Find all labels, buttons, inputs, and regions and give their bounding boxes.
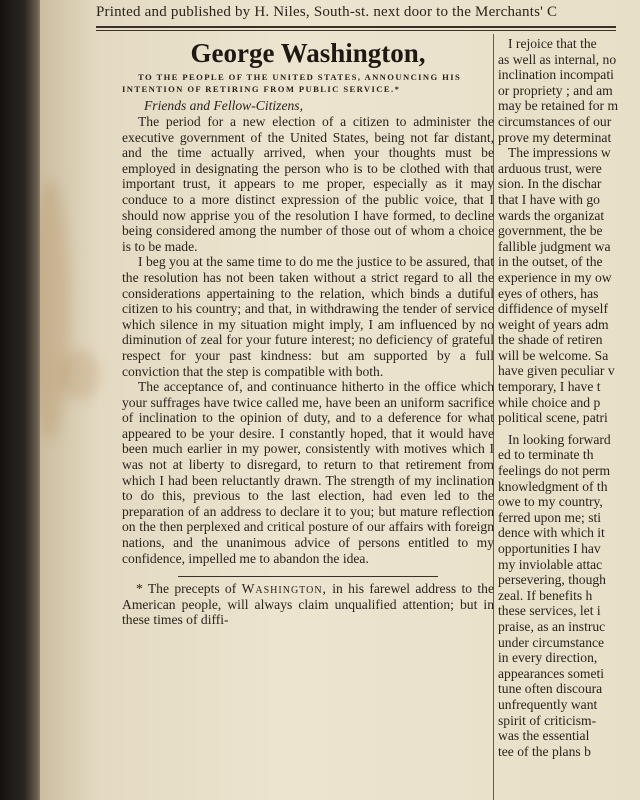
footnote-name: Washington,: [241, 581, 327, 597]
right-column-line: ed to terminate th: [498, 447, 594, 463]
paper-stain: [60, 350, 100, 400]
right-column-line: diffidence of myself: [498, 301, 608, 317]
right-column-line: prove my determinat: [498, 129, 612, 145]
right-column-line: while choice and p: [498, 394, 601, 410]
salutation: Friends and Fellow-Citizens,: [144, 98, 303, 113]
right-column-line: The impressions w: [508, 145, 611, 161]
paper-stain: [40, 180, 70, 440]
footnote-rule: [178, 576, 438, 577]
right-column-line: appearances someti: [498, 665, 605, 681]
masthead-rule-thin: [96, 30, 616, 31]
right-column-line: under circumstance: [498, 634, 605, 650]
article-paragraph: I beg you at the same time to do me the justice to be assured, that the resolution has not been taken without a strict regard to all the considerations appertaining to the relation, which binds a dutiful citizen to his country; and that, in withdrawing the tender of service which silence in my situation might imply, I am influenced by no diminution of zeal for your future interest; no deficiency of grateful respect for your past kindness: but am supported by a full conviction that the step is compatible with both.: [122, 254, 494, 379]
right-column-line: In looking forward: [508, 431, 611, 447]
right-column-line: feelings do not perm: [498, 463, 611, 479]
article-title: George Washington,: [190, 38, 426, 68]
right-column-line: opportunities I hav: [498, 541, 601, 556]
right-column-line: zeal. If benefits h: [498, 587, 593, 603]
right-column-line: was the essential: [498, 728, 590, 744]
right-column-line: temporary, I have t: [498, 379, 601, 395]
right-column-line: tee of the plans b: [498, 743, 591, 759]
article-paragraph: The acceptance of, and continuance hitherto in the office which your suffrages have twice called me, have been an uniform sacrifice of inclination to the opinion of duty, and to a deference for what appeared to be your desire. I constantly hoped, that it would have been much earlier in my power, consistently with motives which I was not at liberty to disregard, to return to that retirement from which I had been reluctantly drawn. The strength of my inclination to do this, previous to the last election, had even led to the preparation of an address to declare it to you; but mature reflection on the then perplexed and critical posture of our affairs with foreign nations, and the unanimous advice of persons entitled to my confidence, impelled me to abandon the idea.: [122, 379, 494, 566]
article-subtitle: TO THE PEOPLE OF THE UNITED STATES, ANNOUNCING HIS INTENTION OF RETIRING FROM PUBLIC SERVICE.*: [122, 72, 462, 94]
right-column-line: inclination incompati: [498, 67, 614, 83]
right-column-line: praise, as an instruc: [498, 618, 606, 634]
right-column-line: experience in my ow: [498, 269, 612, 285]
book-spine: [0, 0, 44, 800]
article-column: [122, 36, 494, 628]
right-column-line: tune often discoura: [498, 681, 603, 697]
right-column-line: sion. In the dischar: [498, 176, 602, 192]
right-column-line: dence with which it: [498, 525, 605, 541]
right-column-line: in every direction,: [498, 650, 598, 666]
right-column-line: ferred upon me; sti: [498, 509, 602, 525]
right-column: [498, 36, 640, 759]
right-column-line: weight of years adm: [498, 316, 609, 332]
right-column-line: I rejoice that the: [508, 36, 597, 51]
right-column-line: circumstances of our: [498, 113, 612, 129]
footnote-prefix: * The precepts of: [136, 581, 242, 597]
right-column-line: fallible judgment wa: [498, 238, 611, 254]
right-column-line: will be welcome. Sa: [498, 347, 609, 363]
right-column-line: the shade of retiren: [498, 332, 603, 348]
right-column-line: have given peculiar v: [498, 363, 615, 379]
right-column-line: persevering, though: [498, 572, 606, 588]
right-column-line: spirit of criticism-: [498, 712, 597, 728]
masthead-line: Printed and published by H. Niles, South-st. next door to the Merchants' C: [96, 4, 558, 20]
right-column-line: political scene, patri: [498, 410, 608, 426]
right-column-line: eyes of others, has: [498, 285, 599, 301]
footnote: [122, 581, 494, 628]
right-column-line: may be retained for m: [498, 98, 619, 114]
right-column-line: government, the be: [498, 223, 603, 239]
right-column-line: as well as internal, no: [498, 51, 617, 67]
footnote-text: in his farewel address to the American people, will always claim unqualified attention; but in these times of diffi-: [122, 581, 494, 628]
masthead-rule: [96, 26, 616, 28]
right-column-line: or propriety ; and am: [498, 82, 613, 98]
article-paragraph: The period for a new election of a citizen to administer the executive government of the United States, being not far distant, and the time actually arrived, when your thoughts must be employed in designating the person who is to be clothed with that important trust, it appears to me proper, especially as it may conduce to a more distinct expression of the public voice, that I should now apprise you of the resolution I have formed, to decline being considered among the number of those out of whom a choice is to be made.: [122, 114, 494, 254]
right-column-line: wards the organizat: [498, 207, 605, 223]
right-column-line: in the outset, of the: [498, 254, 603, 270]
right-column-line: my inviolable attac: [498, 556, 603, 572]
right-column-line: arduous trust, were: [498, 160, 602, 176]
right-column-line: unfrequently want: [498, 696, 598, 712]
right-column-line: owe to my country,: [498, 494, 603, 510]
right-column-line: that I have with go: [498, 191, 600, 207]
right-column-line: knowledgment of th: [498, 478, 608, 494]
right-column-line: these services, let i: [498, 603, 601, 619]
newspaper-page: [40, 0, 640, 800]
